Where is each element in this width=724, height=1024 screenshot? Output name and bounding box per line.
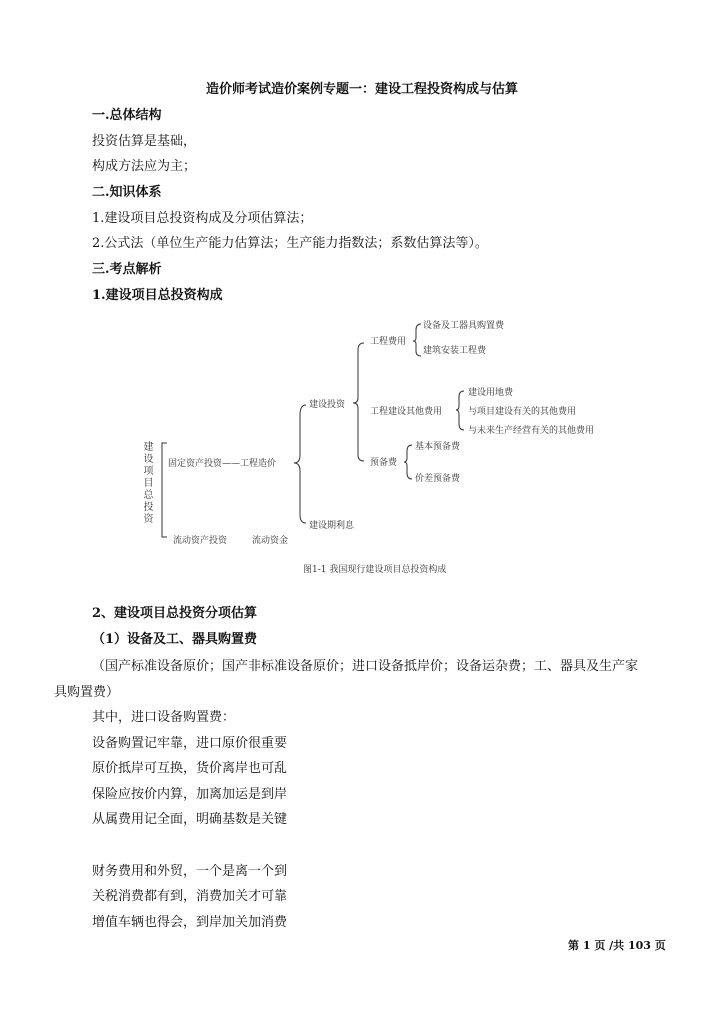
paragraph-line: 具购置费） <box>54 685 120 700</box>
text-line: 构成方法应为主； <box>92 159 197 174</box>
page-number: 第 1 页 /共 103 页 <box>568 939 666 952</box>
section-heading-estimation: 2、建设项目总投资分项估算 <box>92 606 258 621</box>
diagram-node-working-capital: 流动资金 <box>252 536 289 546</box>
verse-line: 从属费用记全面，明确基数是关键 <box>92 812 288 827</box>
diagram-node-fixed-asset: 固定资产投资——工程造价 <box>168 459 277 469</box>
diagram-node-basic-contingency: 基本预备费 <box>415 442 461 452</box>
section-heading-analysis: 三.考点解析 <box>92 262 162 277</box>
verse-line: 原价抵岸可互换，货价离岸也可乱 <box>92 761 288 776</box>
diagram-node-land: 建设用地费 <box>468 388 514 398</box>
text-line: 1.建设项目总投资构成及分项估算法； <box>92 211 313 226</box>
text-line: 其中，进口设备购置费： <box>92 710 236 725</box>
diagram-node-installation: 建筑安装工程费 <box>423 346 487 356</box>
section-heading-knowledge: 二.知识体系 <box>92 185 162 200</box>
verse-line: 保险应按价内算，加离加运是到岸 <box>92 787 288 802</box>
diagram-node-current-asset: 流动资产投资 <box>173 536 228 546</box>
diagram-node-other-costs: 工程建设其他费用 <box>370 407 443 417</box>
verse-line: 财务费用和外贸，一个是离一个到 <box>92 864 288 879</box>
text-line: 2.公式法（单位生产能力估算法；生产能力指数法；系数估算法等）。 <box>92 236 488 251</box>
verse-line: 设备购置记牢靠，进口原价很重要 <box>92 736 288 751</box>
diagram-node-construction-investment: 建设投资 <box>309 400 346 410</box>
subsection-heading: 1.建设项目总投资构成 <box>92 288 223 303</box>
verse-line: 关税消费都有到，消费加关才可靠 <box>92 889 288 904</box>
section-heading-overall: 一.总体结构 <box>92 108 162 123</box>
diagram-node-contingency: 预备费 <box>370 458 398 468</box>
diagram-node-related-future: 与未来生产经营有关的其他费用 <box>468 426 595 436</box>
text-line: 投资估算是基础， <box>92 134 197 149</box>
diagram-node-construction-interest: 建设期利息 <box>309 521 355 531</box>
verse-line: 增值车辆也得会，到岸加关加消费 <box>92 915 288 930</box>
diagram-node-equipment: 设备及工器具购置费 <box>423 321 505 331</box>
diagram-node-related-project: 与项目建设有关的其他费用 <box>468 407 577 417</box>
subsection-heading: （1）设备及工、器具购置费 <box>92 632 258 647</box>
page-title: 造价师考试造价案例专题一：建设工程投资构成与估算 <box>205 82 518 97</box>
diagram-caption: 图1-1 我国现行建设项目总投资构成 <box>303 565 447 575</box>
paragraph-line: （国产标准设备原价；国产非标准设备原价；进口设备抵岸价；设备运杂费；工、器具及生产家 <box>92 659 639 674</box>
diagram-node-price-contingency: 价差预备费 <box>415 474 461 484</box>
diagram-root-label: 建设项目总投资 <box>141 441 152 525</box>
diagram-node-engineering-cost: 工程费用 <box>370 337 407 347</box>
